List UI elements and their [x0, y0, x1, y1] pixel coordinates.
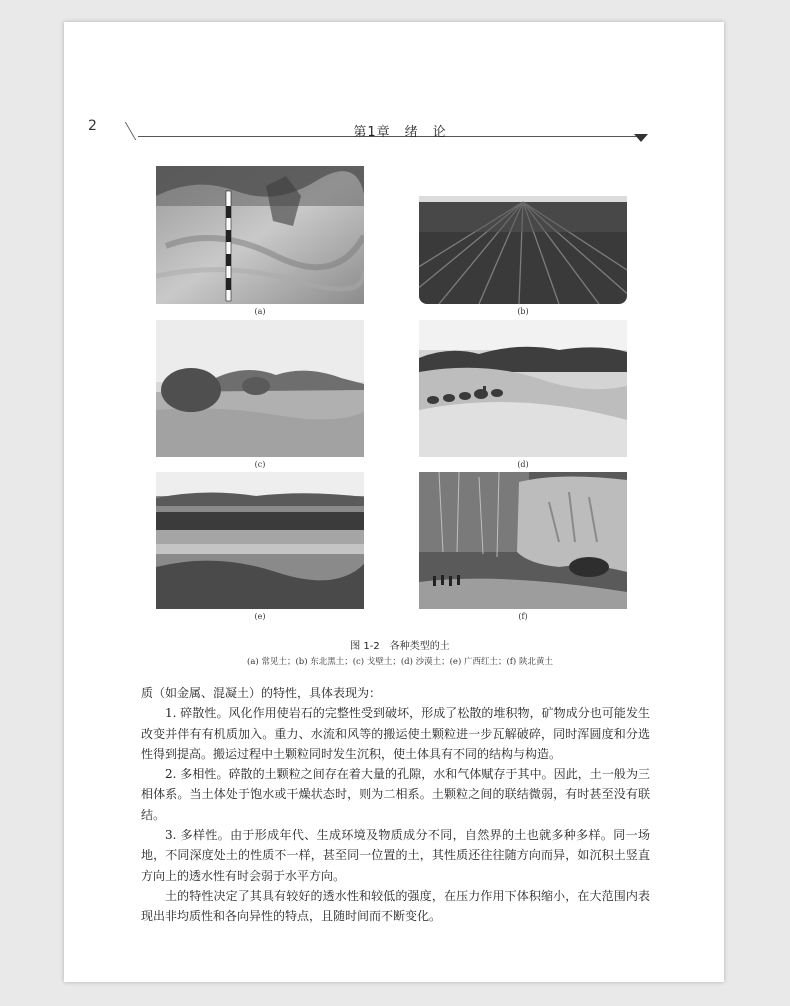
page-number: 2 — [88, 118, 97, 134]
paragraph-multiphase: 2. 多相性。碎散的土颗粒之间存在着大量的孔隙，水和气体赋存于其中。因此，土一般为三相体系。当土体处于饱水或干燥状态时，则为二相系。土颗粒之间的联结微弱，有时甚至没有联结。 — [141, 767, 650, 822]
figure-subtitle: (a) 常见土；(b) 东北黑土；(c) 戈壁土；(d) 沙漠土；(e) 广西红土；(f) 陕北黄土 — [247, 657, 553, 667]
panel-label-c: (c) — [254, 460, 266, 469]
photo-black-soil — [419, 196, 627, 304]
figure-title: 图 1-2 各种类型的土 — [350, 641, 450, 652]
panel-label-a: (a) — [254, 307, 266, 316]
paragraph-fragmentation: 1. 碎散性。风化作用使岩石的完整性受到破坏，形成了松散的堆积物，矿物成分也可能发生改变并伴有有机质加入。重力、水流和风等的搬运使土颗粒进一步瓦解破碎，同时浑圆度和分选性得到提高。搬运过程中土颗粒同时发生沉积，使土体具有不同的结构与构造。 — [141, 706, 650, 761]
photo-gobi-soil — [156, 320, 364, 457]
paragraph-summary: 土的特性决定了其具有较好的透水性和较低的强度，在压力作用下体积缩小，在大范围内表现出非均质性和各向异性的特点，且随时间而不断变化。 — [141, 888, 650, 924]
panel-label-f: (f) — [518, 612, 528, 621]
photo-red-soil — [156, 472, 364, 609]
photo-loess — [419, 472, 627, 609]
paragraph-diversity: 3. 多样性。由于形成年代、生成环境及物质成分不同，自然界的土也就多种多样。同一场地，不同深度处土的性质不一样，甚至同一位置的土，其性质还往往随方向而异，如沉积土竖直方向上的透水性有时会弱于水平方向。 — [141, 828, 650, 883]
panel-label-d: (d) — [517, 460, 529, 469]
photo-desert-soil — [419, 320, 627, 457]
paragraph-intro: 质（如金属、混凝土）的特性，具体表现为： — [141, 686, 382, 700]
body-text — [141, 683, 650, 927]
panel-label-e: (e) — [254, 612, 266, 621]
panel-label-b: (b) — [517, 307, 529, 316]
header-triangle-mark — [634, 134, 648, 142]
photo-common-soil — [156, 166, 364, 304]
chapter-title: 第1章 绪 论 — [353, 125, 447, 140]
